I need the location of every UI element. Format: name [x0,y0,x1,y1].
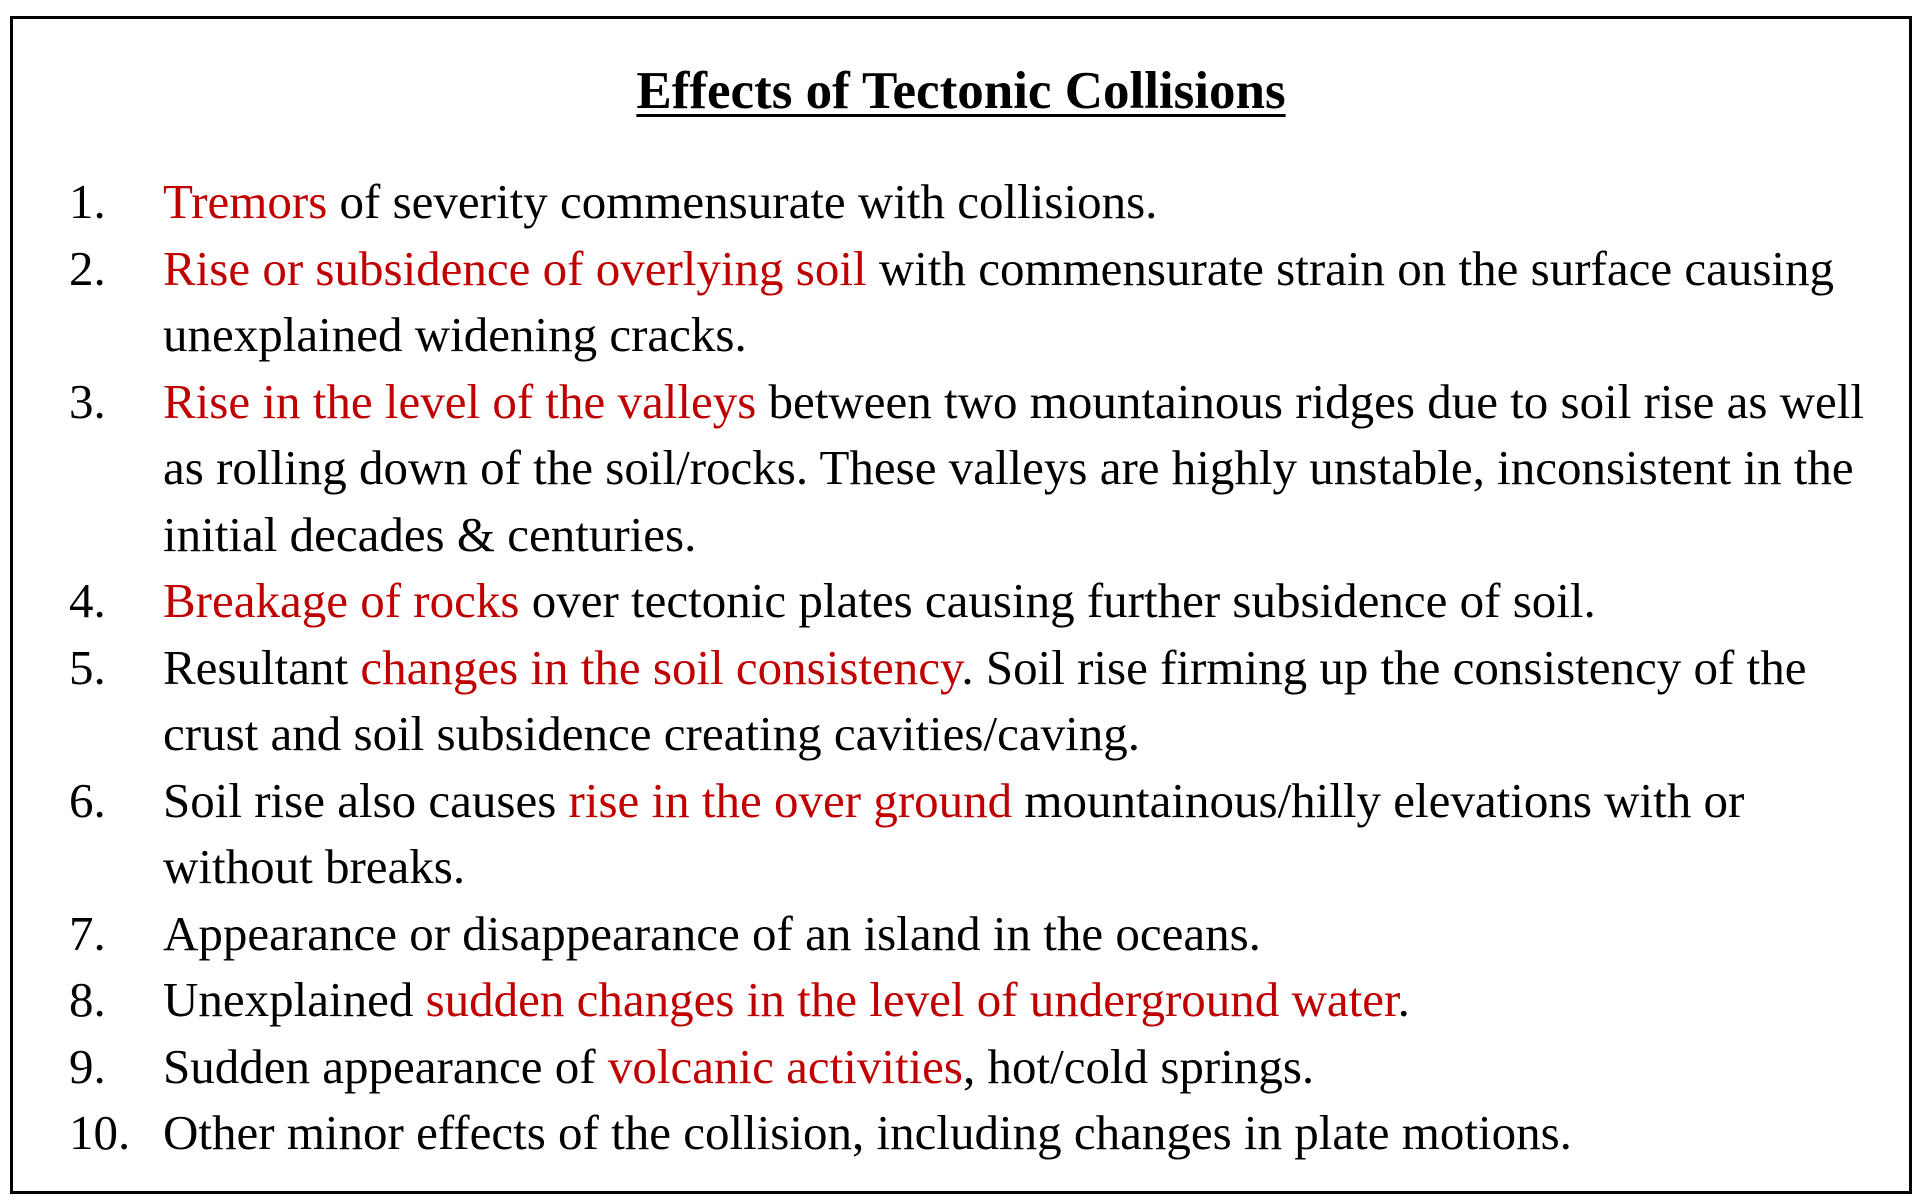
list-item-number: 3. [69,373,106,429]
list-item-number: 6. [69,772,106,828]
document-frame [10,16,1912,1194]
text-segment: . Soil rise firming up the consistency of the crust and soil subsidence creating cavities/caving. [163,639,1807,761]
list-item-text [163,1105,1572,1160]
list-item-text [163,241,1834,363]
highlighted-phrase: changes in the soil consistency [360,639,962,695]
list-item-text [163,906,1261,961]
effects-list [69,169,1869,1167]
list-item [69,169,1869,236]
list-item-number: 10. [69,1105,131,1160]
list-item-number: 5. [69,639,106,695]
highlighted-phrase: sudden changes in the level of underground water [425,972,1398,1027]
text-segment: between two mountainous ridges due to soil rise as well as rolling down of the soil/rocks. These valleys are highly unstable, inconsistent in the initial decades & centuries. [163,373,1865,562]
list-item-text [163,640,1806,762]
text-segment: with commensurate strain on the surface causing unexplained widening cracks. [163,240,1835,362]
list-item [69,967,1869,1034]
list-item [69,369,1869,569]
highlighted-phrase: Tremors [163,174,328,229]
list-item [69,1034,1869,1101]
text-segment: mountainous/hilly elevations with or without breaks. [163,772,1745,894]
document-title-text: Effects of Tectonic Collisions [636,62,1286,120]
text-segment: Resultant [163,639,361,695]
list-item-number: 1. [69,174,106,229]
highlighted-phrase: volcanic activities [607,1038,963,1094]
list-item-text [163,1039,1314,1094]
text-segment: Other minor effects of the collision, including changes in plate motions. [163,1105,1572,1160]
list-item-text [163,174,1157,229]
text-segment: . [1397,972,1410,1027]
text-segment: Appearance or disappearance of an island in the oceans. [163,905,1261,961]
text-segment: over tectonic plates causing further subsidence of soil. [519,573,1596,628]
list-item-number: 9. [69,1038,106,1094]
list-item [69,568,1869,635]
text-segment: of severity commensurate with collisions. [327,174,1158,229]
text-segment: Sudden appearance of [163,1038,608,1094]
list-item-number: 4. [69,573,106,628]
text-segment: Soil rise also causes [163,772,569,828]
list-item-text [163,972,1410,1027]
list-item [69,236,1869,369]
highlighted-phrase: Rise in the level of the valleys [163,373,757,429]
highlighted-phrase: Rise or subsidence of overlying soil [163,240,867,296]
list-item [69,635,1869,768]
highlighted-phrase: rise in the over ground [568,772,1013,828]
list-item [69,768,1869,901]
list-item-text [163,773,1744,895]
list-item [69,901,1869,968]
document-title [13,61,1909,121]
list-item-number: 8. [69,972,106,1027]
text-segment: Unexplained [163,972,426,1027]
list-item-text [163,374,1864,562]
list-item-number: 7. [69,905,106,961]
list-item-text [163,573,1596,628]
list-item-number: 2. [69,240,106,296]
highlighted-phrase: Breakage of rocks [163,573,520,628]
list-item [69,1100,1869,1167]
text-segment: , hot/cold springs. [963,1038,1315,1094]
